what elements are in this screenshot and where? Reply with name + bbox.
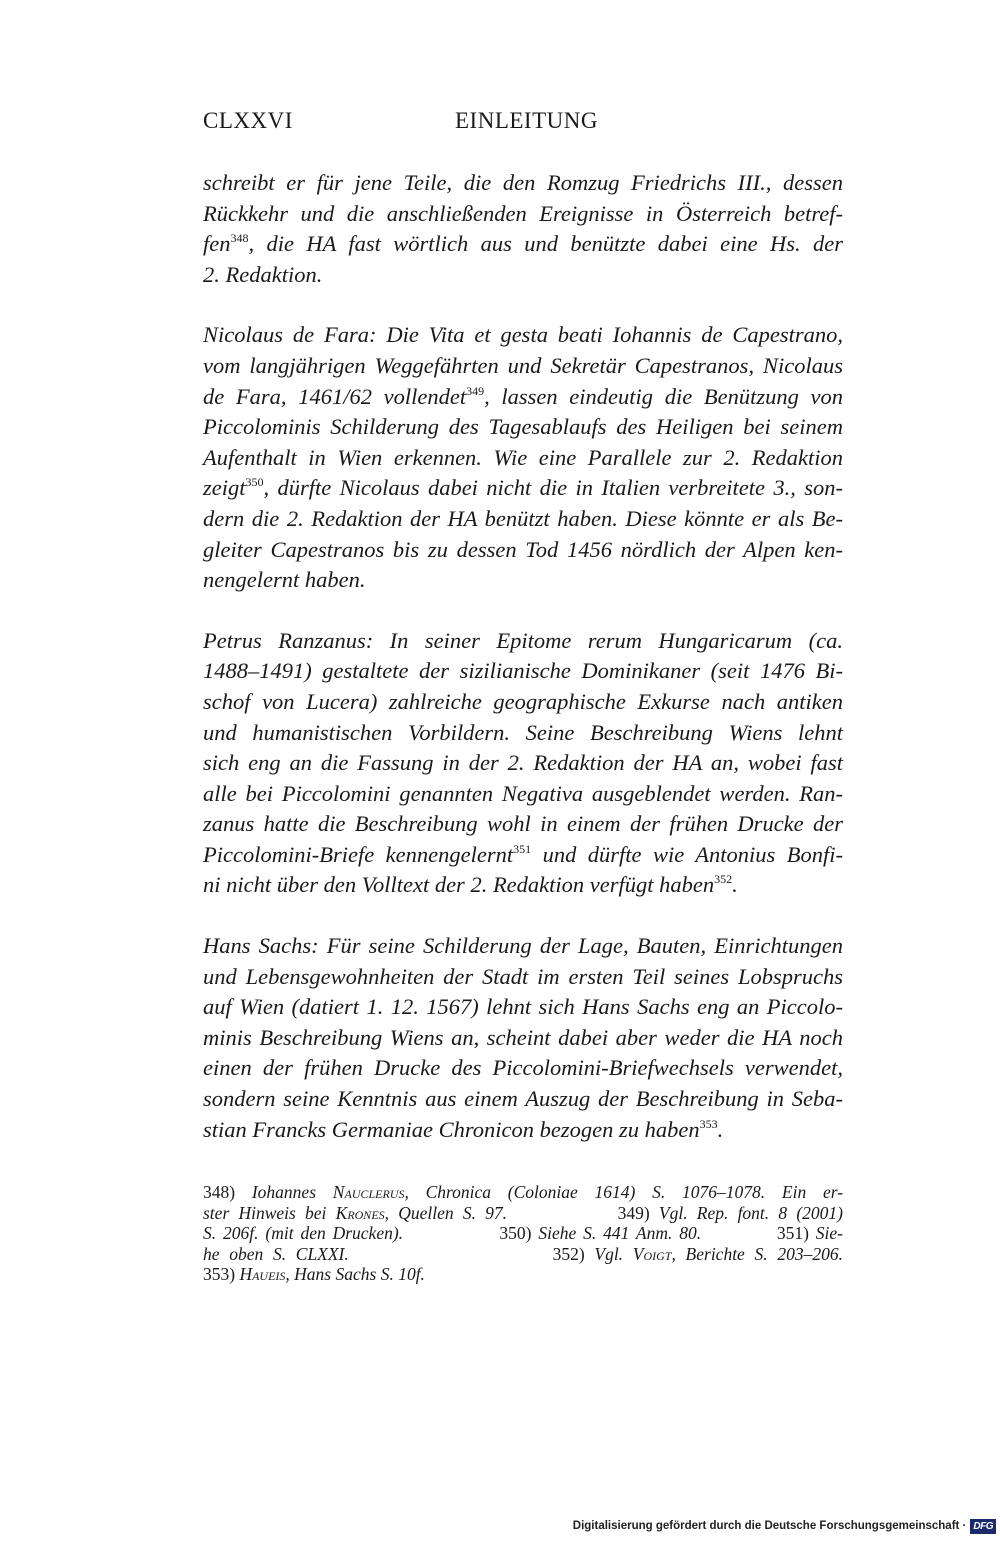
footnote-line: he oben S. CLXXI. 352) Vgl. Voigt, Berichte S. 203–206. (203, 1243, 843, 1264)
text-line: Piccolomini-Briefe kennengelernt$^{351}$ und dürfte wie Antonius Bonfi- (203, 841, 844, 867)
paragraph (203, 320, 843, 595)
footnote-ref: 349 (466, 383, 485, 398)
text-line: schreibt er für jene Teile, die den Romzug Friedrichs III., dessen (203, 170, 843, 195)
text-line: einen der frühen Drucke des Piccolomini-Briefwechsels verwendet, (203, 1055, 843, 1081)
footnotes (203, 1182, 843, 1285)
text-line: sondern seine Kenntnis aus einem Auszug der Beschreibung in Seba- (203, 1086, 843, 1112)
footnote-ref: 353 (699, 1116, 718, 1131)
body-text (203, 168, 843, 1175)
text-line: schof von Lucera) zahlreiche geographische Exkurse nach antiken (203, 688, 843, 714)
text-line: gleiter Capestranos bis zu dessen Tod 1456 nördlich der Alpen ken- (203, 536, 843, 562)
text-line: Petrus Ranzanus: In seiner Epitome rerum Hungaricarum (ca. (203, 627, 843, 653)
footnote-ref: 348 (230, 231, 249, 246)
paragraph (203, 931, 843, 1145)
text-line: Rückkehr und die anschließenden Ereignisse in Österreich betref- (203, 200, 843, 226)
text-line: nengelernt haben. (203, 567, 366, 593)
digitization-credit (573, 1516, 996, 1536)
credit-text: Digitalisierung gefördert durch die Deutsche Forschungsgemeinschaft · (572, 1520, 967, 1532)
text-line: stian Francks Germaniae Chronicon bezogen zu haben$^{353}$. (203, 1116, 724, 1142)
page-number: CLXXVI (203, 108, 293, 133)
text-line: Aufenthalt in Wien erkennen. Wie eine Parallele zur 2. Redaktion (203, 444, 843, 470)
text-line: sich eng an die Fassung in der 2. Redaktion der HA an, wobei fast (203, 750, 843, 776)
paragraph (203, 626, 843, 901)
text-line: Piccolominis Schilderung des Tagesablaufs des Heiligen bei seinem (203, 414, 843, 440)
footnote-line: S. 206f. (mit den Drucken). 350) Siehe S. 441 Anm. 80. 351) Sie- (203, 1223, 843, 1243)
text-line: vom langjährigen Weggefährten und Sekretär Capestranos, Nicolaus (203, 352, 843, 378)
footnote-line: 353) Haueis, Hans Sachs S. 10f. (203, 1264, 425, 1284)
text-line: und humanistischen Vorbildern. Seine Beschreibung Wiens lehnt (203, 719, 843, 745)
text-line: zeigt$^{350}$, dürfte Nicolaus dabei nicht die in Italien verbreitete 3., son- (203, 475, 843, 501)
footnote-ref: 351 (513, 841, 532, 856)
footnote-ref: 350 (245, 475, 264, 490)
running-title: EINLEITUNG (455, 108, 598, 133)
footnote-line: 348) Iohannes Nauclerus, Chronica (Coloniae 1614) S. 1076–1078. Ein er- (203, 1182, 844, 1202)
text-line: 2. Redaktion. (203, 261, 323, 287)
text-line: Nicolaus de Fara: Die Vita et gesta beati Iohannis de Capestrano, (203, 322, 843, 348)
text-line: und Lebensgewohnheiten der Stadt im ersten Teil seines Lobspruchs (203, 963, 843, 989)
footnote-ref: 352 (714, 872, 733, 887)
page-header (203, 108, 843, 138)
text-line: ni nicht über den Volltext der 2. Redaktion verfügt haben$^{352}$. (203, 872, 738, 898)
paragraph (203, 168, 843, 290)
dfg-logo: DFG (970, 1519, 996, 1534)
text-line: minis Beschreibung Wiens an, scheint dabei aber weder die HA noch (203, 1024, 843, 1050)
text-line: fen$^{348}$, die HA fast wörtlich aus und benützte dabei eine Hs. der (203, 231, 843, 257)
footnote-line: ster Hinweis bei Krones, Quellen S. 97. 349) Vgl. Rep. font. 8 (2001) (203, 1202, 843, 1223)
text-line: alle bei Piccolomini genannten Negativa ausgeblendet werden. Ran- (203, 780, 843, 806)
text-line: zanus hatte die Beschreibung wohl in einem der frühen Drucke der (203, 811, 843, 837)
text-line: dern die 2. Redaktion der HA benützt haben. Diese könnte er als Be- (203, 505, 843, 531)
text-line: de Fara, 1461/62 vollendet$^{349}$, lassen eindeutig die Benützung von (203, 383, 843, 409)
text-line: 1488–1491) gestaltete der sizilianische Dominikaner (seit 1476 Bi- (203, 658, 843, 684)
text-line: Hans Sachs: Für seine Schilderung der Lage, Bauten, Einrichtungen (203, 933, 843, 959)
text-line: auf Wien (datiert 1. 12. 1567) lehnt sich Hans Sachs eng an Piccolo- (203, 994, 843, 1020)
